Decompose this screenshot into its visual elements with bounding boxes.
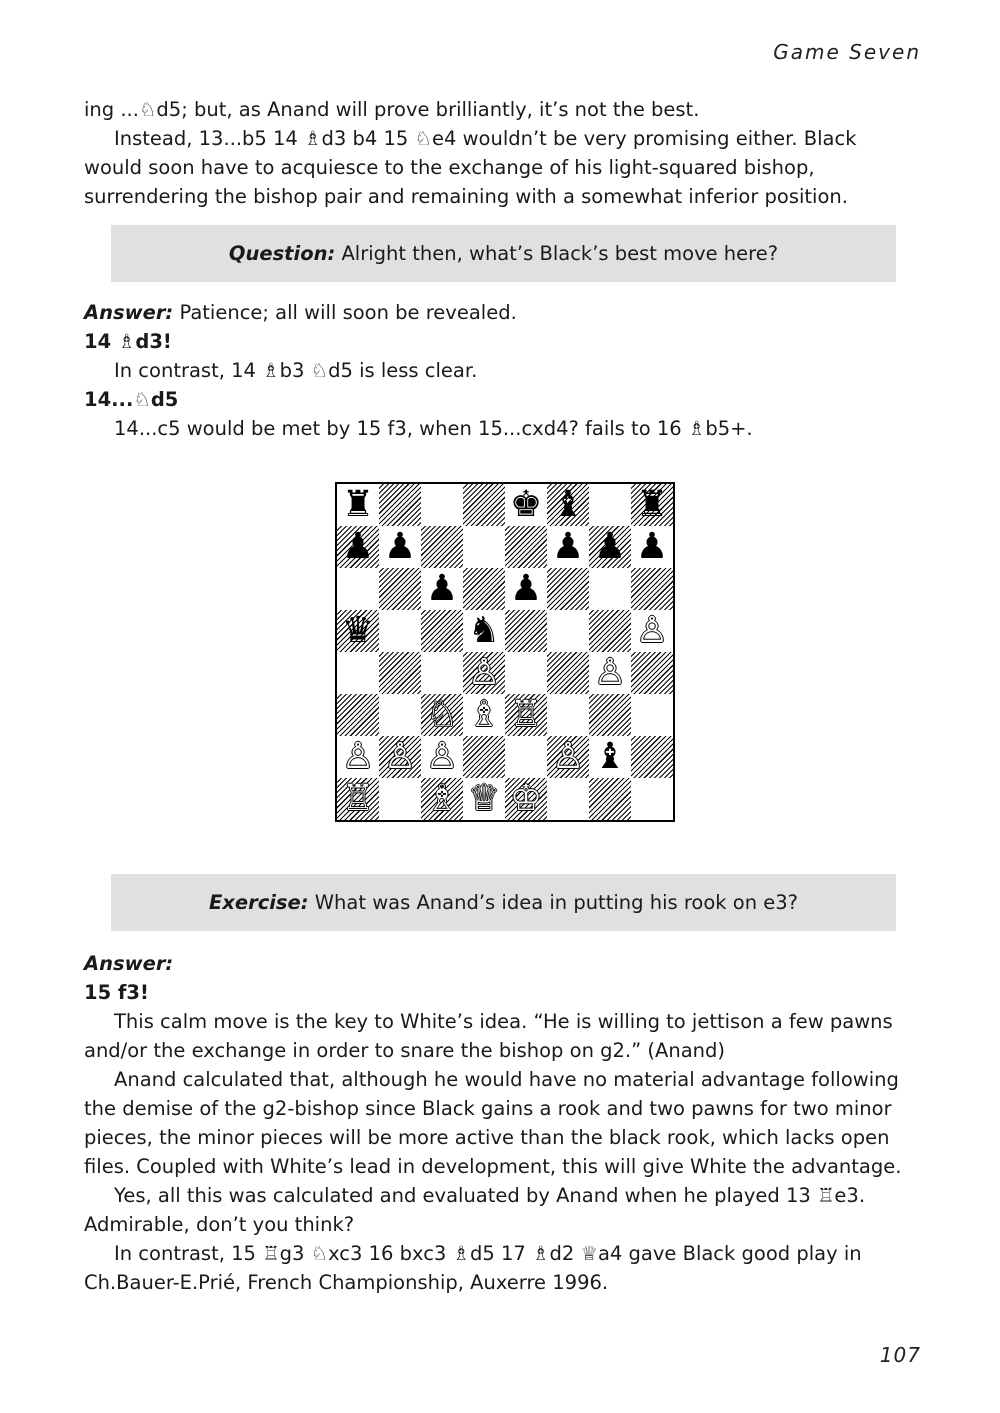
board-square-f4 <box>547 652 589 694</box>
black-rook-h8: ♜ <box>635 484 669 525</box>
board-square-f1 <box>547 778 589 820</box>
white-bishop-c1: ♗ <box>425 778 459 819</box>
board-square-b6 <box>379 568 421 610</box>
white-knight-c3: ♘ <box>425 694 459 735</box>
board-square-h3 <box>631 694 673 736</box>
white-pawn-b2: ♙ <box>383 736 417 777</box>
black-pawn-h7: ♟ <box>635 526 669 567</box>
paragraph: In contrast, 15 ♖g3 ♘xc3 16 bxc3 ♗d5 17 ♗d2 ♕a4 gave Black good play in Ch.Bauer-E.Prié, French Championship, Auxerre 1996. <box>84 1242 862 1294</box>
black-rook-a8: ♜ <box>341 484 375 525</box>
board-square-c7 <box>421 526 463 568</box>
move-line: 15 f3! <box>84 981 149 1004</box>
white-pawn-f2: ♙ <box>551 736 585 777</box>
black-pawn-g7: ♟ <box>593 526 627 567</box>
board-square-b8 <box>379 484 421 526</box>
white-queen-d1: ♕ <box>467 778 501 819</box>
white-pawn-g4: ♙ <box>593 652 627 693</box>
board-square-e2 <box>505 736 547 778</box>
board-square-b5 <box>379 610 421 652</box>
board-square-h1 <box>631 778 673 820</box>
board-square-f6 <box>547 568 589 610</box>
board-square-g5 <box>589 610 631 652</box>
board-square-h2 <box>631 736 673 778</box>
answer-label: Answer: <box>84 952 174 975</box>
question-text: Alright then, what’s Black’s best move here? <box>335 242 779 265</box>
board-square-h6 <box>631 568 673 610</box>
chess-board-diagram <box>335 482 675 822</box>
paragraph: This calm move is the key to White’s idea. “He is willing to jettison a few pawns and/or the exchange in order to snare the bishop on g2.” (Anand) <box>84 1010 893 1062</box>
board-square-g8 <box>589 484 631 526</box>
paragraph: Anand calculated that, although he would have no material advantage following the demise of the g2-bishop since Black gains a rook and two pawns for two minor pieces, the minor pieces will be more active than the black rook, which lacks open files. Coupled with White’s lead in development, this will give White the advantage. <box>84 1068 902 1178</box>
white-king-e1: ♔ <box>509 778 543 819</box>
board-square-d7 <box>463 526 505 568</box>
white-rook-e3: ♖ <box>509 694 543 735</box>
board-square-e5 <box>505 610 547 652</box>
white-pawn-d4: ♙ <box>467 652 501 693</box>
white-pawn-a2: ♙ <box>341 736 375 777</box>
running-header: Game Seven <box>773 40 921 64</box>
board-square-g1 <box>589 778 631 820</box>
black-queen-a5: ♛ <box>341 610 375 651</box>
board-square-f5 <box>547 610 589 652</box>
question-box <box>111 225 896 282</box>
board-square-c4 <box>421 652 463 694</box>
question-label: Question: <box>228 242 336 265</box>
exercise-label: Exercise: <box>208 891 309 914</box>
board-square-c5 <box>421 610 463 652</box>
board-square-b1 <box>379 778 421 820</box>
board-square-c8 <box>421 484 463 526</box>
black-king-e8: ♚ <box>509 484 543 525</box>
black-pawn-a7: ♟ <box>341 526 375 567</box>
board-square-h4 <box>631 652 673 694</box>
board-square-a6 <box>337 568 379 610</box>
paragraph: In contrast, 14 ♗b3 ♘d5 is less clear. <box>114 359 478 382</box>
board-square-b4 <box>379 652 421 694</box>
white-bishop-d3: ♗ <box>467 694 501 735</box>
answer-text: Patience; all will soon be revealed. <box>173 301 517 324</box>
answer-label: Answer: <box>84 301 174 324</box>
board-square-g3 <box>589 694 631 736</box>
board-square-e7 <box>505 526 547 568</box>
board-square-a4 <box>337 652 379 694</box>
paragraph: Yes, all this was calculated and evaluated by Anand when he played 13 ♖e3. Admirable, don’t you think? <box>84 1184 866 1236</box>
black-pawn-c6: ♟ <box>425 568 459 609</box>
mid-text <box>84 298 918 443</box>
bottom-text <box>84 949 918 1297</box>
board-square-e4 <box>505 652 547 694</box>
top-text <box>84 95 918 211</box>
black-bishop-f8: ♝ <box>551 484 585 525</box>
board-square-d2 <box>463 736 505 778</box>
board-square-b3 <box>379 694 421 736</box>
paragraph: 14...c5 would be met by 15 f3, when 15...cxd4? fails to 16 ♗b5+. <box>114 417 753 440</box>
board-square-a3 <box>337 694 379 736</box>
answer-line <box>84 298 918 327</box>
paragraph: Instead, 13...b5 14 ♗d3 b4 15 ♘e4 wouldn’t be very promising either. Black would soon have to acquiesce to the exchange of his light-squared bishop, surrendering the bishop pair and remaining with a somewhat inferior position. <box>84 127 857 208</box>
black-pawn-b7: ♟ <box>383 526 417 567</box>
board-square-f3 <box>547 694 589 736</box>
black-pawn-f7: ♟ <box>551 526 585 567</box>
move-line: 14...♘d5 <box>84 388 179 411</box>
exercise-text: What was Anand’s idea in putting his rook on e3? <box>308 891 799 914</box>
board-square-g6 <box>589 568 631 610</box>
white-rook-a1: ♖ <box>341 778 375 819</box>
move-line: 14 ♗d3! <box>84 330 172 353</box>
paragraph: ing ...♘d5; but, as Anand will prove brilliantly, it’s not the best. <box>84 98 700 121</box>
board-square-d6 <box>463 568 505 610</box>
page-number: 107 <box>879 1343 921 1367</box>
white-pawn-c2: ♙ <box>425 736 459 777</box>
black-pawn-e6: ♟ <box>509 568 543 609</box>
board-square-d8 <box>463 484 505 526</box>
exercise-box <box>111 874 896 931</box>
black-bishop-g2: ♝ <box>593 736 627 777</box>
white-pawn-h5: ♙ <box>635 610 669 651</box>
black-knight-d5: ♞ <box>467 610 501 651</box>
